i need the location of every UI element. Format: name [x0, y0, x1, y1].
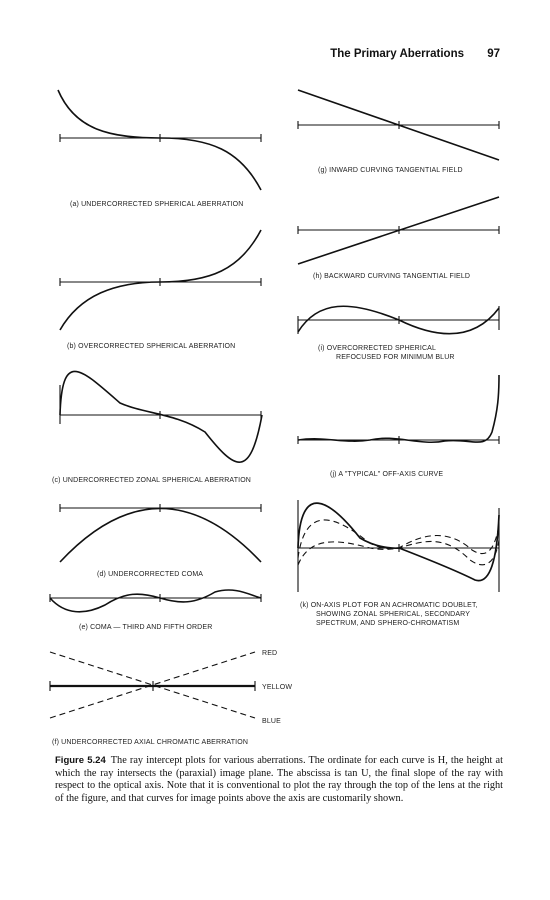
page-number: 97: [487, 48, 500, 60]
plot-e-curve: [50, 590, 261, 612]
plot-h: [298, 197, 499, 264]
plot-b: [60, 230, 261, 330]
plot-f: [50, 652, 255, 718]
plot-i: [298, 306, 499, 334]
plot-e: [50, 590, 261, 612]
plot-k: [298, 500, 499, 592]
label-k-line3: SPECTRUM, AND SPHERO-CHROMATISM: [316, 620, 460, 627]
figure-caption: [55, 755, 503, 805]
figure-caption-text: The ray intercept plots for various aberrations. The ordinate for each curve is H, the height at which the ray intersects the (paraxial) image plane. The abscissa is tan U, the final slope of the ray with respect to the optical axis. Note that it is conventional to plot the ray through the top of the lens at the right of the figure, and that curves for image points above the axis are customarily shown.: [55, 755, 503, 804]
chromatic-label-red: RED: [262, 650, 278, 657]
figure-caption-label: Figure 5.24: [55, 755, 106, 766]
label-c: (c) UNDERCORRECTED ZONAL SPHERICAL ABERRATION: [52, 477, 252, 484]
label-h: (h) BACKWARD CURVING TANGENTIAL FIELD: [313, 273, 471, 280]
plot-c: [60, 371, 262, 462]
label-k-line1: (k) ON-AXIS PLOT FOR AN ACHROMATIC DOUBLET,: [300, 602, 478, 609]
label-b: (b) OVERCORRECTED SPHERICAL ABERRATION: [67, 343, 236, 350]
plot-a: [58, 90, 261, 190]
chromatic-label-blue: BLUE: [262, 718, 281, 725]
label-i-line1: (i) OVERCORRECTED SPHERICAL: [318, 345, 437, 352]
plot-d-curve: [60, 509, 261, 563]
running-header-title: The Primary Aberrations: [330, 48, 464, 60]
label-a: (a) UNDERCORRECTED SPHERICAL ABERRATION: [70, 201, 244, 208]
label-j: (j) A "TYPICAL" OFF-AXIS CURVE: [330, 471, 444, 478]
plot-j-curve: [298, 375, 499, 442]
plot-g: [298, 90, 499, 160]
plot-j: [298, 375, 499, 444]
chromatic-label-yellow: YELLOW: [262, 684, 293, 691]
label-k-line2: SHOWING ZONAL SPHERICAL, SECONDARY: [316, 611, 471, 618]
plot-k-red-curve: [298, 520, 499, 565]
plot-d: [60, 504, 261, 562]
plot-c-curve: [60, 371, 262, 462]
label-f: (f) UNDERCORRECTED AXIAL CHROMATIC ABERRATION: [52, 739, 249, 746]
label-d: (d) UNDERCORRECTED COMA: [97, 571, 204, 578]
label-g: (g) INWARD CURVING TANGENTIAL FIELD: [318, 167, 463, 174]
label-i-line2: REFOCUSED FOR MINIMUM BLUR: [336, 354, 455, 361]
label-e: (e) COMA — THIRD AND FIFTH ORDER: [79, 624, 213, 631]
